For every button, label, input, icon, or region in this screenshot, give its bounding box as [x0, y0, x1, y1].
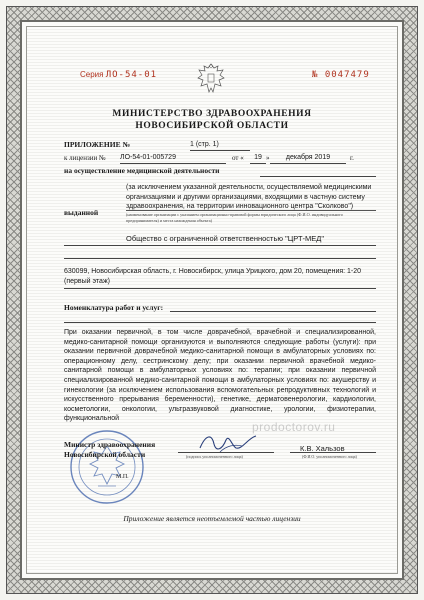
- activity-label: на осуществление медицинской деятельности: [64, 166, 220, 175]
- series-number: ЛО-54-01: [105, 70, 158, 80]
- license-day-close: »: [266, 154, 270, 162]
- license-number: ЛО-54-01-005729: [120, 153, 226, 164]
- nomenclature-label: Номенклатура работ и услуг:: [64, 303, 164, 312]
- series-label: [80, 70, 157, 80]
- activity-underline: [260, 176, 376, 177]
- name-line: [290, 452, 376, 453]
- organization-name: Общество с ограниченной ответственностью "ЦРТ-МЕД": [126, 234, 325, 243]
- license-month-year: декабря 2019: [270, 153, 346, 164]
- signatory-org-line-2: Новосибирской области: [64, 449, 146, 459]
- appendix-value: 1 (стр. 1): [190, 140, 250, 151]
- exclusion-text: (за исключением указанной деятельности, осуществляемой медицинскими организациями и другими организациями, входящими в частную систему здравоохранения, на территории инновационного центра "Сколково"): [126, 184, 372, 210]
- signature-line: [178, 452, 274, 453]
- address-underline: [64, 288, 376, 289]
- signatory-name: К.В. Хальзов: [300, 444, 345, 453]
- series-word: Серия: [80, 70, 104, 79]
- license-from-label: от «: [232, 154, 244, 162]
- issued-hint: (наименование организации с указанием организационно-правовой формы юридического лица (Ф.И.О. индивидуального предпринимателя) и места нахождения объекта): [126, 210, 376, 224]
- name-caption: (Ф.И.О. уполномоченного лица): [302, 454, 357, 459]
- organization-address: 630099, Новосибирская область, г. Новосибирск, улица Урицкого, дом 20, помещения: 1-20 (первый этаж): [64, 268, 362, 285]
- stamp-place-label: М.П.: [116, 474, 129, 480]
- registration-number: [312, 70, 370, 80]
- ministry-line-2: НОВОСИБИРСКОЙ ОБЛАСТИ: [135, 121, 289, 131]
- watermark: prodoctorov.ru: [252, 420, 336, 434]
- blank-line-1: [64, 258, 376, 259]
- appendix-label: ПРИЛОЖЕНИЕ №: [64, 140, 130, 149]
- org-underline: [64, 245, 376, 246]
- number-sign: №: [312, 70, 319, 80]
- license-year-suffix: г.: [350, 154, 354, 162]
- signature-caption: (подпись уполномоченного лица): [186, 454, 243, 459]
- blank-line-2: [64, 322, 376, 323]
- license-day: 19: [250, 153, 266, 164]
- coat-of-arms-icon: [196, 62, 226, 96]
- nomenclature-underline: [170, 311, 376, 312]
- ministry-title: [50, 108, 374, 132]
- footer-note: Приложение является неотъемлемой частью лицензии: [123, 514, 301, 523]
- issued-label: выданной: [64, 208, 99, 217]
- reg-number-value: 0047479: [324, 70, 370, 80]
- signatory-organization: [64, 440, 172, 459]
- services-text: При оказании первичной, в том числе доврачебной, врачебной и специализированной, медико-санитарной помощи организуются и выполняются следующие работы (услуги): при оказании первичной доврачебной медико-санитарной помощи в амбулаторных условиях по: операционному делу, сестринскому делу; при оказании первичной врачебной медико-санитарной помощи в амбулаторных условиях по: терапии; при оказании первичной специализированной медико-санитарной помощи в амбулаторных условиях по: акушерству и гинекологии (за исключением использования вспомогательных репродуктивных технологий и искусственного прерывания беременности), генетике, дерматовенерологии, кардиологии, косметологии, онкологии, ультразвуковой диагностике, урологии, физиотерапии, функциональной: [64, 329, 376, 423]
- license-label: к лицензии №: [64, 154, 106, 162]
- signatory-org-line-1: Министр здравоохранения: [64, 440, 156, 449]
- ministry-line-1: МИНИСТЕРСТВО ЗДРАВООХРАНЕНИЯ: [112, 109, 312, 119]
